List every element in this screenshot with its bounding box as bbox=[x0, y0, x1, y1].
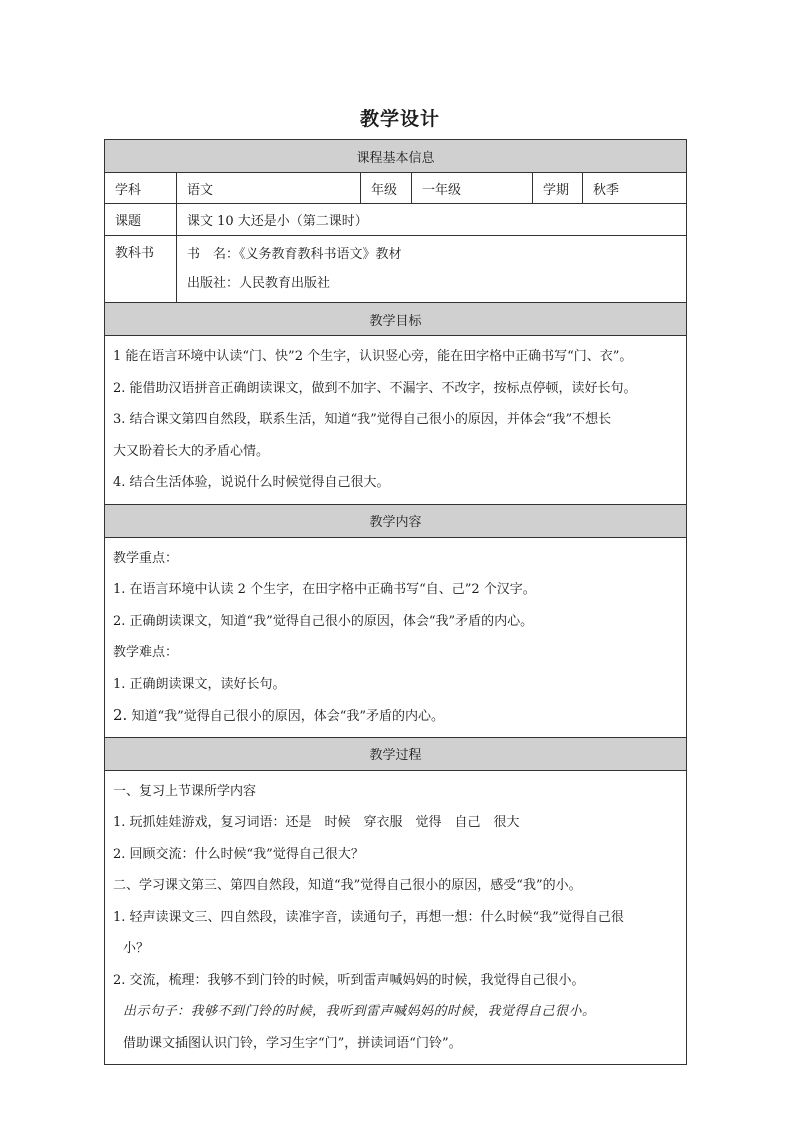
goal-item-line: 大又盼着长大的矛盾心情。 bbox=[113, 443, 270, 459]
difficult-points-label: 教学难点： bbox=[113, 645, 179, 660]
step-item: 2. 回顾交流：什么时候“我”觉得自己很大？ bbox=[113, 846, 364, 862]
step-note: 借助课文插图认识门铃，学习生字“门”，拼读词语“门铃”。 bbox=[123, 1035, 462, 1051]
term-label: 学期 bbox=[533, 173, 583, 204]
document-title: 教学设计 bbox=[359, 108, 440, 130]
step-title: 二、学习课文第三、第四自然段，知道“我”觉得自己很小的原因，感受“我”的小。 bbox=[113, 878, 582, 893]
process-header: 教学过程 bbox=[105, 737, 687, 770]
textbook-publisher: 出版社：人民教育出版社 bbox=[187, 276, 331, 291]
difficult-point-text: 知道“我”觉得自己很小的原因，体会“我”矛盾的内心。 bbox=[127, 709, 445, 724]
step-title: 一、复习上节课所学内容 bbox=[113, 783, 257, 799]
goal-item: 2. 能借助汉语拼音正确朗读课文，做到不加字、不漏字、不改字，按标点停顿，读好长句。 bbox=[113, 380, 637, 396]
goals-header: 教学目标 bbox=[105, 303, 687, 336]
goal-item: 1 能在语言环境中认读“门、快”2 个生字，认识竖心旁，能在田字格中正确书写“门、衣”。 bbox=[113, 349, 633, 364]
textbook-label: 教科书 bbox=[105, 236, 177, 303]
grade-value: 一年级 bbox=[412, 173, 533, 204]
goal-item: 4. 结合生活体验，说说什么时候觉得自己很大。 bbox=[113, 475, 390, 490]
key-points-label: 教学重点： bbox=[113, 550, 179, 566]
step-item-line: 1. 轻声读课文三、四自然段，读准字音，读通句子，再想一想：什么时候“我”觉得自己很 bbox=[113, 909, 624, 925]
step-item: 2. 交流，梳理：我够不到门铃的时候，听到雷声喊妈妈的时候，我觉得自己很小。 bbox=[113, 972, 585, 988]
difficult-point: 1. 正确朗读课文，读好长句。 bbox=[113, 676, 286, 692]
grade-label: 年级 bbox=[361, 173, 412, 204]
content-header: 教学内容 bbox=[105, 504, 687, 537]
textbook-name: 书 名：《义务教育教科书语文》教材 bbox=[187, 247, 402, 262]
basic-info-header: 课程基本信息 bbox=[105, 140, 687, 173]
lesson-plan-table bbox=[104, 139, 687, 1065]
subject-value: 语文 bbox=[177, 173, 361, 204]
difficult-point bbox=[113, 700, 678, 732]
step-item-line: 小？ bbox=[123, 941, 150, 956]
difficult-point-number: 2. bbox=[113, 706, 128, 724]
key-point: 2. 正确朗读课文，知道“我”觉得自己很小的原因，体会“我”矛盾的内心。 bbox=[113, 613, 534, 629]
content-body bbox=[105, 537, 687, 737]
subject-label: 学科 bbox=[105, 173, 177, 204]
topic-value: 课文 10 大还是小（第二课时） bbox=[177, 204, 687, 236]
shown-sentence: 出示句子：我够不到门铃的时候，我听到雷声喊妈妈的时候，我觉得自己很小。 bbox=[123, 1004, 596, 1019]
textbook-info bbox=[177, 236, 687, 303]
process-body bbox=[105, 770, 687, 1065]
goals-list bbox=[105, 336, 687, 505]
topic-label: 课题 bbox=[105, 204, 177, 236]
key-point: 1. 在语言环境中认读 2 个生字，在田字格中正确书写“自、己”2 个汉字。 bbox=[113, 582, 536, 597]
term-value: 秋季 bbox=[583, 173, 687, 204]
goal-item-line: 3. 结合课文第四自然段，联系生活，知道“我”觉得自己很小的原因，并体会“我”不想长 bbox=[113, 412, 612, 427]
step-item: 1. 玩抓娃娃游戏，复习词语：还是 时候 穿衣服 觉得 自己 很大 bbox=[113, 815, 520, 830]
